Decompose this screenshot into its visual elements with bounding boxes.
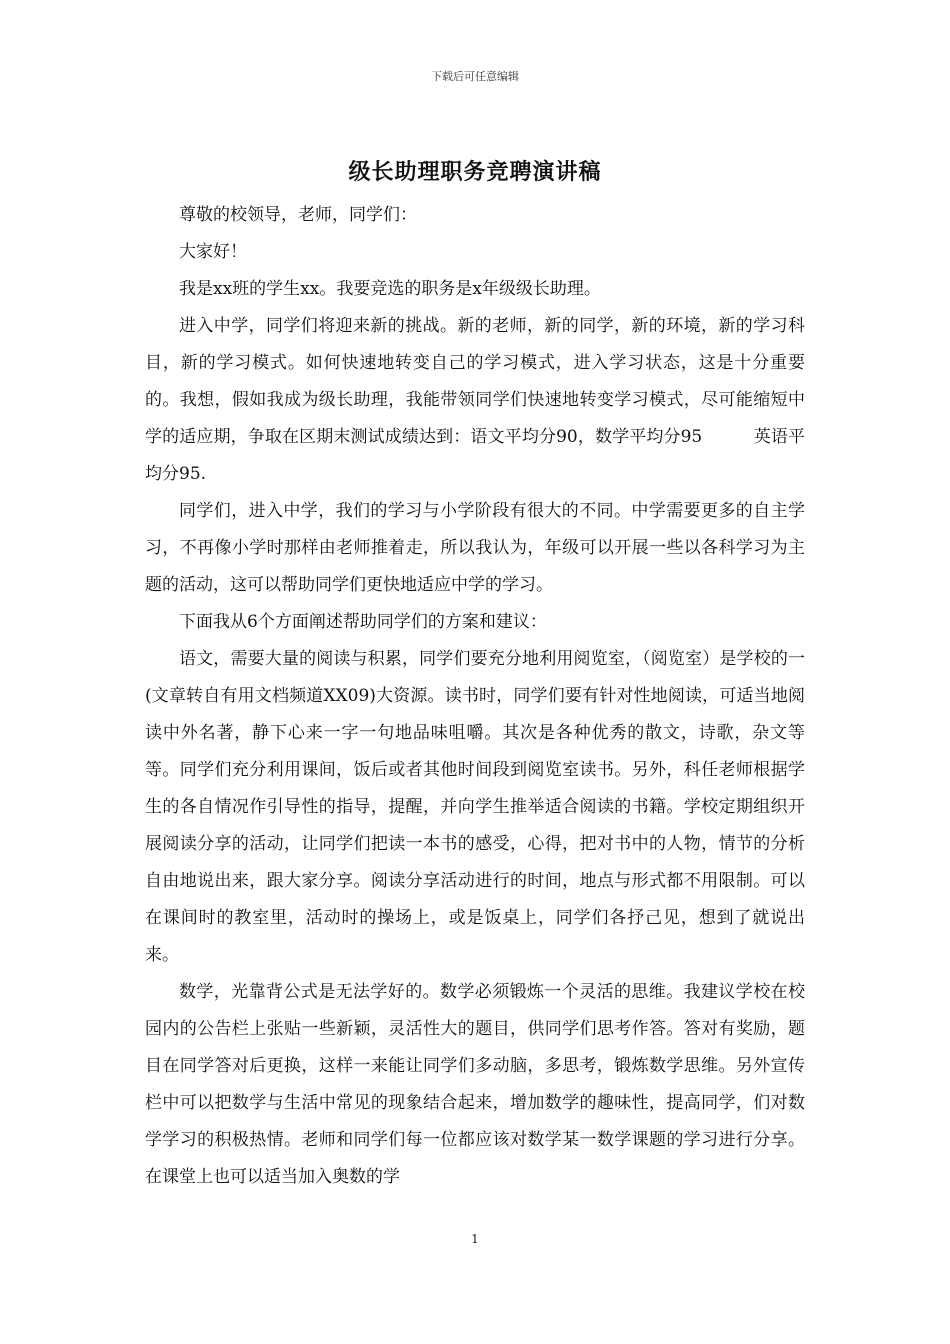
paragraph-self-study: 同学们，进入中学，我们的学习与小学阶段有很大的不同。中学需要更多的自主学习，不再像小学时那样由老师推着走，所以我认为，年级可以开展一些以各科学习为主题的活动，这可以帮助同学们更快地适应中学的学习。 — [145, 501, 805, 595]
greeting: 大家好！ — [179, 242, 247, 262]
document-title: 级长助理职务竞聘演讲稿 — [348, 159, 602, 185]
paragraph-plan-intro: 下面我从6个方面阐述帮助同学们的方案和建议： — [179, 612, 547, 632]
paragraph-intro: 我是xx班的学生xx。我要竞选的职务是x年级级长助理。 — [179, 279, 601, 299]
paragraph-chinese: 语文，需要大量的阅读与积累，同学们要充分地利用阅览室，（阅览室）是学校的一(文章转自有用文档频道XX09)大资源。读书时，同学们要有针对性地阅读，可适当地阅读中外名著，静下心来一字一句地品味咀嚼。其次是各种优秀的散文，诗歌，杂文等等。同学们充分利用课间，饭后或者其他时间段到阅览室读书。另外，科任老师根据学生的各自情况作引导性的指导，提醒，并向学生推举适合阅读的书籍。学校定期组织开展阅读分享的活动，让同学们把读一本书的感受，心得，把对书中的人物，情节的分析自由地说出来，跟大家分享。阅读分享活动进行的时间，地点与形式都不用限制。可以在课间时的教室里，活动时的操场上，或是饭桌上，同学们各抒己见，想到了就说出来。 — [145, 649, 805, 965]
salutation: 尊敬的校领导，老师，同学们： — [179, 205, 417, 225]
paragraph-math: 数学，光靠背公式是无法学好的。数学必须锻炼一个灵活的思维。我建议学校在校园内的公告栏上张贴一些新颖，灵活性大的题目，供同学们思考作答。答对有奖励，题目在同学答对后更换，这样一来能让同学们多动脑，多思考，锻炼数学思维。另外宣传栏中可以把数学与生活中常见的现象结合起来，增加数学的趣味性，提高同学，们对数学学习的积极热情。老师和同学们每一位都应该对数学某一数学课题的学习进行分享。在课堂上也可以适当加入奥数的学 — [145, 982, 805, 1187]
paragraph-challenge: 进入中学，同学们将迎来新的挑战。新的老师，新的同学，新的环境，新的学习科目，新的学习模式。如何快速地转变自己的学习模式，进入学习状态，这是十分重要的。我想，假如我成为级长助理，我能带领同学们快速地转变学习模式，尽可能缩短中学的适应期，争取在区期末测试成绩达到：语文平均分90，数学平均分95 英语平均分95. — [145, 316, 805, 484]
page-header: 下载后可任意编辑 — [431, 70, 519, 83]
document-body — [145, 197, 805, 1196]
page-number: 1 — [471, 1232, 479, 1246]
